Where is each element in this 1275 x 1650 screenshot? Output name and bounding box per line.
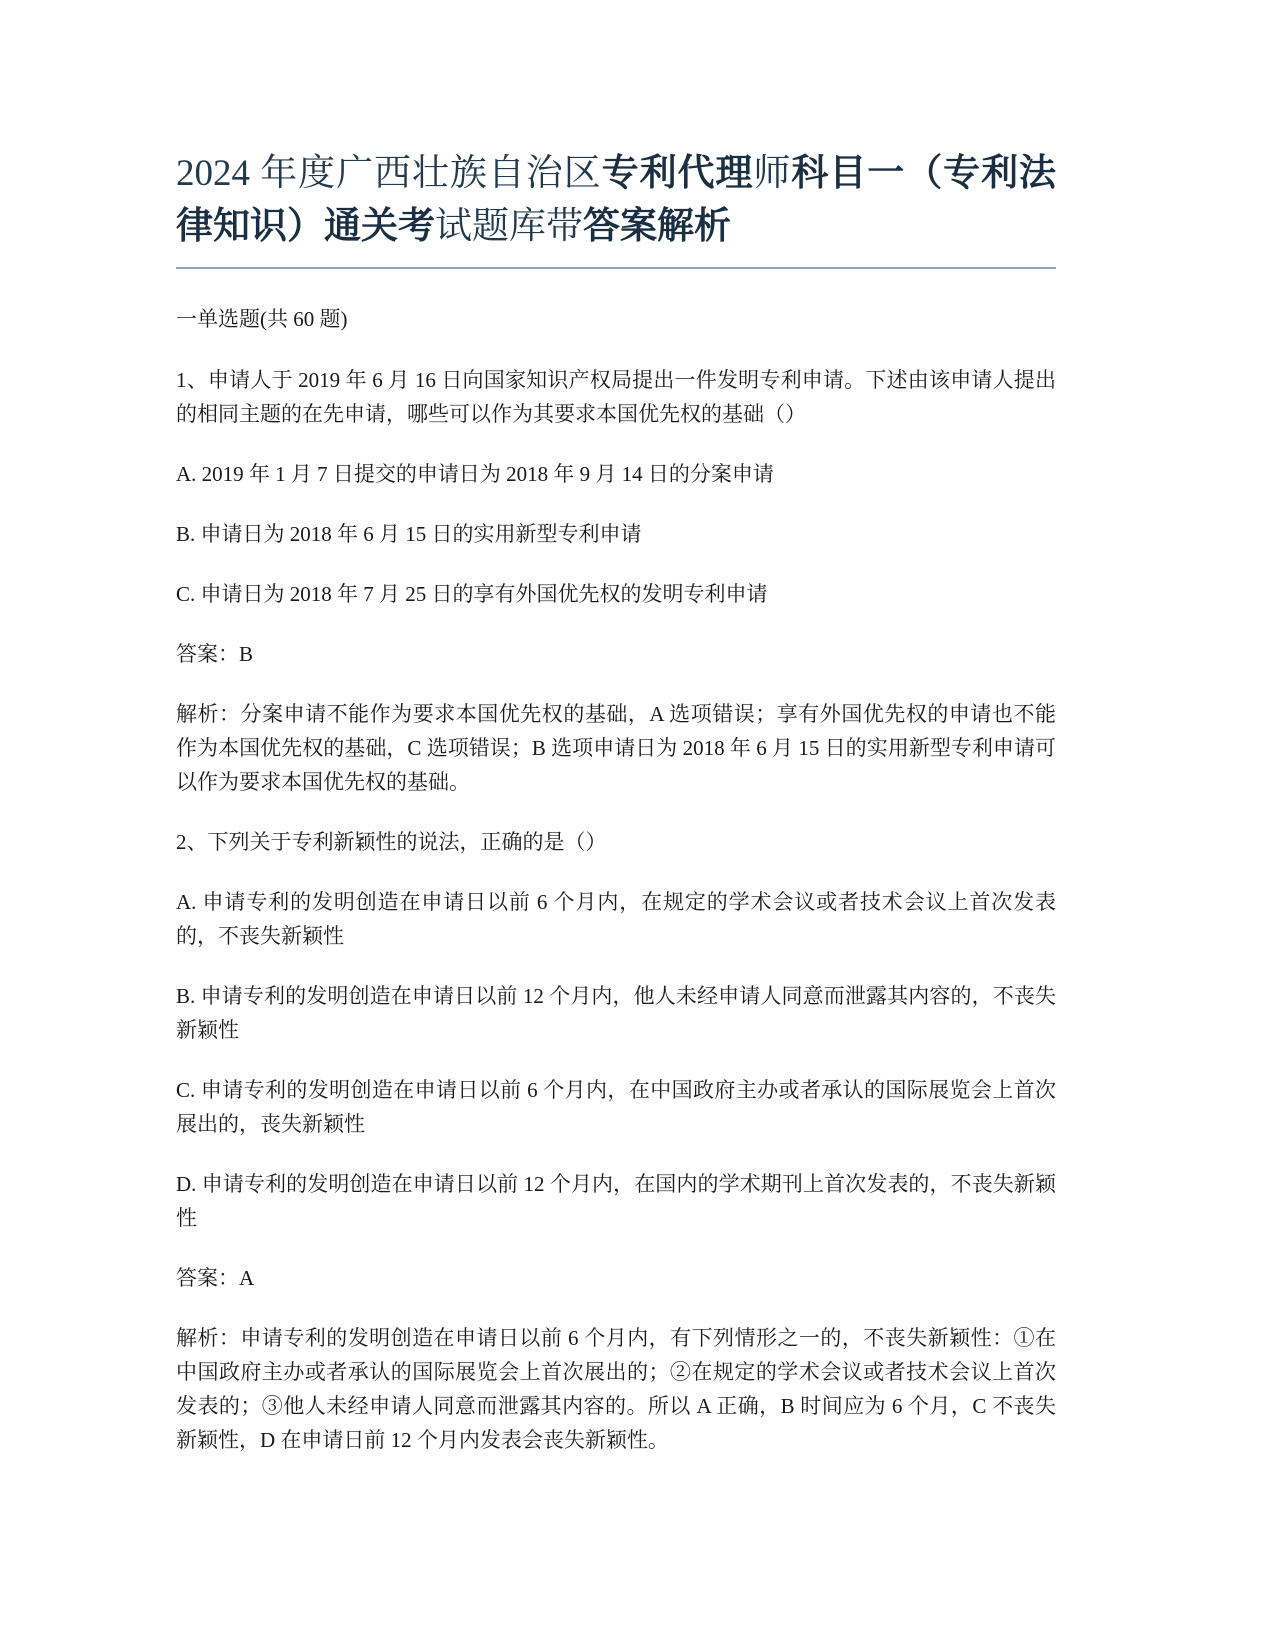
question-option[interactable]: B. 申请日为 2018 年 6 月 15 日的实用新型专利申请 bbox=[176, 521, 642, 546]
question-option[interactable]: B. 申请专利的发明创造在申请日以前 12 个月内，他人未经申请人同意而泄露其内容的，不丧失新颖性 bbox=[176, 983, 1056, 1042]
analysis-text: 解析：申请专利的发明创造在申请日以前 6 个月内，有下列情形之一的，不丧失新颖性：①在中国政府主办或者承认的国际展览会上首次展出的；②在规定的学术会议或者技术会议上首次发表的；③他人未经申请人同意而泄露其内容的。所以 A 正确，B 时间应为 6 个月，C 不丧失新颖性，D 在申请日前 12 个月内发表会丧失新颖性。 bbox=[176, 1325, 1056, 1452]
question-stem: 1、申请人于 2019 年 6 月 16 日向国家知识产权局提出一件发明专利申请。下述由该申请人提出的相同主题的在先申请，哪些可以作为其要求本国优先权的基础（） bbox=[176, 367, 1056, 426]
question-option[interactable]: C. 申请专利的发明创造在申请日以前 6 个月内，在中国政府主办或者承认的国际展览会上首次展出的，丧失新颖性 bbox=[176, 1077, 1056, 1136]
page-title bbox=[176, 0, 1056, 253]
section-header: 一单选题(共 60 题) bbox=[176, 307, 348, 332]
answer-line: 答案：A bbox=[176, 1265, 255, 1290]
answer-line: 答案：B bbox=[176, 641, 254, 666]
question-option[interactable]: C. 申请日为 2018 年 7 月 25 日的享有外国优先权的发明专利申请 bbox=[176, 581, 768, 606]
question-option[interactable]: A. 申请专利的发明创造在申请日以前 6 个月内，在规定的学术会议或者技术会议上首次发表的，不丧失新颖性 bbox=[176, 889, 1056, 948]
title-segment-plain-3: 试题库带 bbox=[435, 205, 583, 247]
analysis-text: 解析：分案申请不能作为要求本国优先权的基础，A 选项错误；享有外国优先权的申请也不能作为本国优先权的基础，C 选项错误；B 选项申请日为 2018 年 6 月 15 日的实用新型专利申请可以作为要求本国优先权的基础。 bbox=[176, 701, 1056, 794]
title-segment-plain-2: 师 bbox=[753, 153, 792, 194]
title-segment-bold-2: 科目一（专利法律知 bbox=[176, 153, 1057, 247]
question-option[interactable]: A. 2019 年 1 月 7 日提交的申请日为 2018 年 9 月 14 日的分案申请 bbox=[176, 461, 774, 486]
question-stem: 2、下列关于专利新颖性的说法，正确的是（） bbox=[176, 829, 607, 854]
title-segment-bold: 专利代理 bbox=[601, 153, 754, 194]
title-segment-bold-3: 识）通关考 bbox=[250, 205, 435, 247]
question-option[interactable]: D. 申请专利的发明创造在申请日以前 12 个月内，在国内的学术期刊上首次发表的，不丧失新颖性 bbox=[176, 1171, 1056, 1230]
title-divider bbox=[176, 267, 1056, 269]
document-content bbox=[176, 0, 1056, 1457]
title-segment-bold-4: 答案解析 bbox=[583, 205, 731, 247]
title-segment-plain: 2024 年度广西壮族自治区 bbox=[176, 153, 602, 194]
